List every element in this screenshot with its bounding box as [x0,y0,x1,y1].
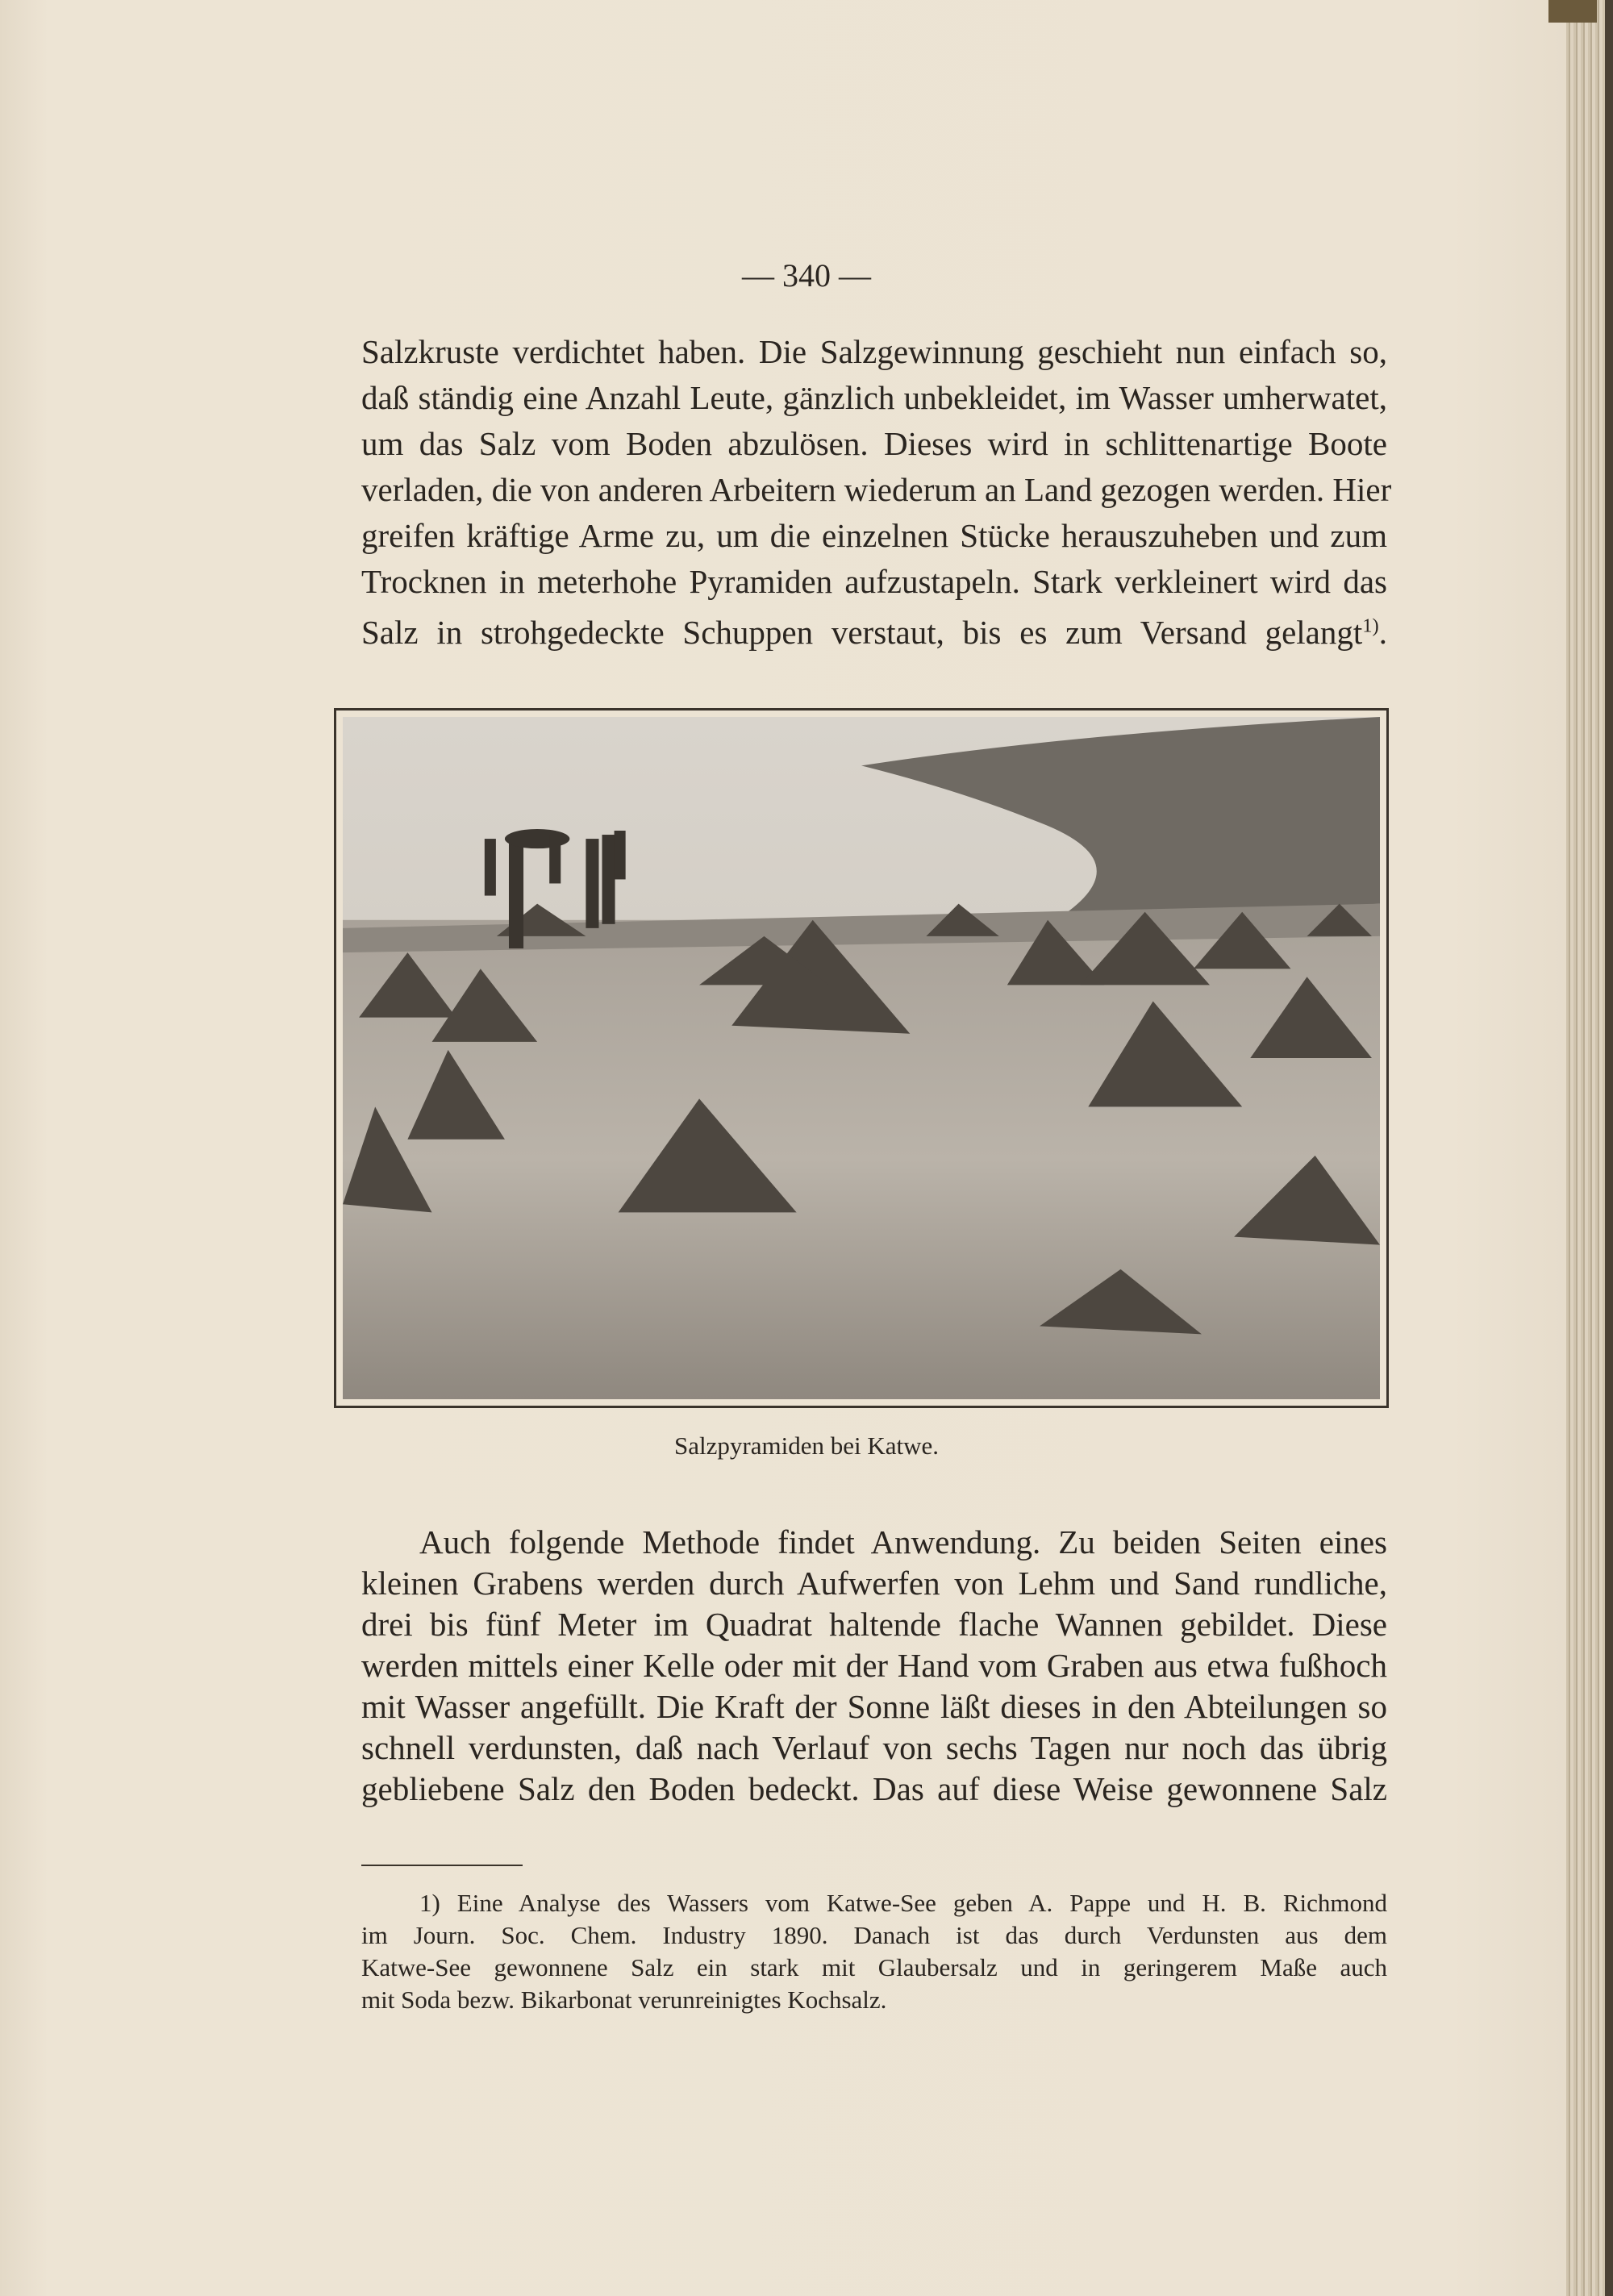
photo-caption: Salzpyramiden bei Katwe. [674,1431,939,1460]
ribbon-marker [1548,0,1597,23]
text-line: greifen kräftige Arme zu, um die einzelnen Stücke herauszuheben und zum [361,517,1387,554]
text-line: Auch folgende Methode findet Anwendung. Zu beiden Seiten eines [419,1523,1387,1561]
text-line: Salz in strohgedeckte Schuppen verstaut, bis es zum Versand gelangt$^{1)}$. [361,614,1387,651]
text-line: daß ständig eine Anzahl Leute, gänzlich unbekleidet, im Wasser umherwatet, [361,379,1387,416]
footnote-line: Katwe-See gewonnene Salz ein stark mit Glaubersalz und in geringerem Maße auch [361,1953,1387,1981]
page-number: — 340 — [742,257,871,294]
footnote-separator [361,1865,523,1866]
footnote-reference[interactable]: 1) [1362,615,1379,637]
text-line: um das Salz vom Boden abzulösen. Dieses wird in schlittenartige Boote [361,425,1387,462]
text-line: mit Wasser angefüllt. Die Kraft der Sonne läßt dieses in den Abteilungen so [361,1688,1387,1725]
text-line: schnell verdunsten, daß nach Verlauf von sechs Tagen nur noch das übrig [361,1729,1387,1766]
footnote-line: 1) Eine Analyse des Wassers vom Katwe-See geben A. Pappe und H. B. Richmond [419,1889,1387,1917]
photograph-salt-pyramids [334,708,1389,1408]
photo-illustration [343,717,1380,1399]
text-line: Salzkruste verdichtet haben. Die Salzgewinnung geschieht nun einfach so, [361,333,1387,370]
text-line: Trocknen in meterhohe Pyramiden aufzustapeln. Stark verkleinert wird das [361,563,1387,600]
text-line: kleinen Grabens werden durch Aufwerfen von Lehm und Sand rundliche, [361,1565,1387,1602]
text-line: werden mittels einer Kelle oder mit der Hand vom Graben aus etwa fußhoch [361,1647,1387,1684]
footnote-line: im Journ. Soc. Chem. Industry 1890. Danach ist das durch Verdunsten aus dem [361,1921,1387,1949]
text-line-content: Salz in strohgedeckte Schuppen verstaut, bis es zum Versand gelangt [361,614,1363,651]
text-line: drei bis fünf Meter im Quadrat haltende flache Wannen gebildet. Diese [361,1606,1387,1643]
text-line: gebliebene Salz den Boden bedeckt. Das auf diese Weise gewonnene Salz [361,1770,1387,1807]
binding-edge [1605,0,1613,2296]
text-line: verladen, die von anderen Arbeitern wiederum an Land gezogen werden. Hier [361,471,1392,508]
footnote-line: mit Soda bezw. Bikarbonat verunreinigtes Kochsalz. [361,1986,887,2014]
